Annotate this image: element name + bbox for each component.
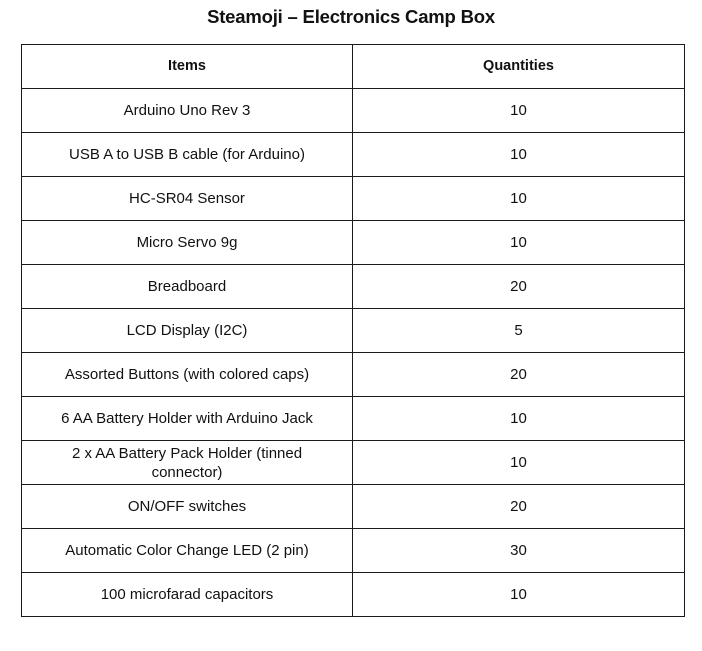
item-cell: USB A to USB B cable (for Arduino) (22, 133, 353, 177)
quantity-cell: 20 (353, 485, 685, 529)
table-row (22, 529, 685, 573)
item-cell: LCD Display (I2C) (22, 309, 353, 353)
quantity-cell: 10 (353, 177, 685, 221)
item-cell: Automatic Color Change LED (2 pin) (22, 529, 353, 573)
table-row (22, 441, 685, 485)
item-cell: 100 microfarad capacitors (22, 573, 353, 617)
quantity-cell: 10 (353, 221, 685, 265)
quantity-cell: 10 (353, 573, 685, 617)
table-row (22, 265, 685, 309)
item-cell: Micro Servo 9g (22, 221, 353, 265)
quantity-cell: 20 (353, 353, 685, 397)
item-cell: Assorted Buttons (with colored caps) (22, 353, 353, 397)
table-row (22, 485, 685, 529)
table-row (22, 221, 685, 265)
table-header-row (22, 45, 685, 89)
column-header-quantities: Quantities (353, 45, 685, 89)
table-row (22, 89, 685, 133)
quantity-cell: 5 (353, 309, 685, 353)
camp-box-table (21, 44, 685, 617)
table-row (22, 573, 685, 617)
quantity-cell: 10 (353, 133, 685, 177)
table-row (22, 397, 685, 441)
item-cell: Breadboard (22, 265, 353, 309)
quantity-cell: 10 (353, 441, 685, 485)
quantity-cell: 10 (353, 397, 685, 441)
table-row (22, 177, 685, 221)
quantity-cell: 10 (353, 89, 685, 133)
table-row (22, 133, 685, 177)
item-cell: ON/OFF switches (22, 485, 353, 529)
quantity-cell: 20 (353, 265, 685, 309)
item-cell: 6 AA Battery Holder with Arduino Jack (22, 397, 353, 441)
table-row (22, 353, 685, 397)
quantity-cell: 30 (353, 529, 685, 573)
page-title: Steamoji – Electronics Camp Box (207, 6, 495, 27)
table-row (22, 309, 685, 353)
item-cell: 2 x AA Battery Pack Holder (tinned connector) (22, 441, 353, 485)
item-cell: HC-SR04 Sensor (22, 177, 353, 221)
item-cell: Arduino Uno Rev 3 (22, 89, 353, 133)
column-header-items: Items (22, 45, 353, 89)
